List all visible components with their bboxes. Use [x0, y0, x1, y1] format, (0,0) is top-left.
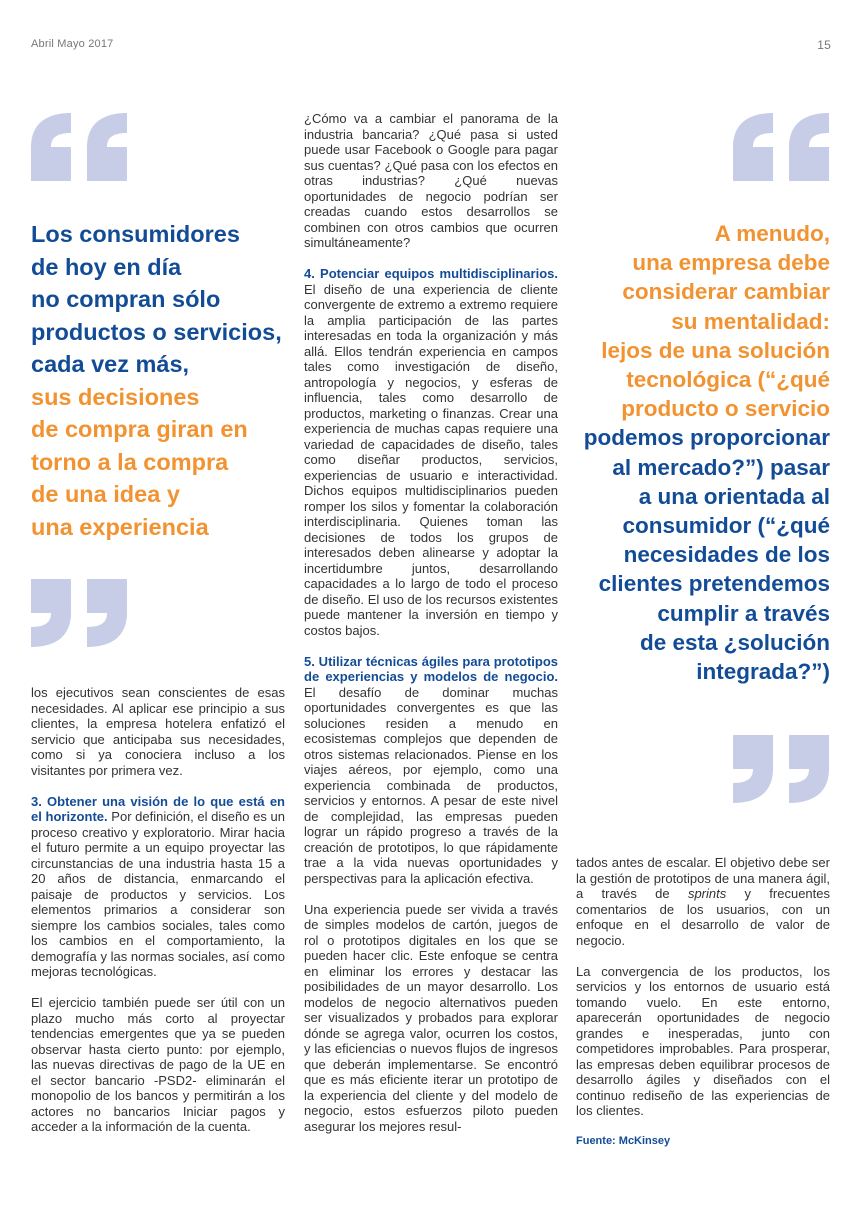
section-heading-5: 5. Utilizar técnicas ágiles para prototipos de experiencias y modelos de negocio. — [304, 653, 558, 684]
pull-quote-line: podemos proporcionar — [583, 425, 830, 451]
body-column-1 — [31, 685, 285, 1135]
pull-quote-line: torno a la compra — [31, 448, 229, 475]
pull-quote-line: productos o servicios, — [31, 318, 282, 345]
pull-quote-line: integrada?”) — [696, 659, 830, 685]
section-heading-4: 4. Potenciar equipos multidisciplinarios. — [304, 266, 558, 281]
pull-quote-line: sus decisiones — [31, 383, 200, 410]
body-column-3 — [576, 855, 830, 1150]
pull-quote-line: no compran sólo — [31, 286, 221, 312]
pull-quote-line: una experiencia — [31, 513, 209, 540]
pull-quote-line: consumidor (“¿qué — [622, 513, 830, 539]
close-quote-icon — [733, 735, 831, 803]
issue-date: Abril Mayo 2017 — [31, 38, 114, 50]
pull-quote-line: al mercado?”) pasar — [612, 454, 830, 480]
pull-quote-line: lejos de una solución — [601, 337, 830, 363]
paragraph: Una experiencia puede ser vivida a través de simples modelos de cartón, juegos de rol o prototipos digitales en los que se pueden hacer clic. Este enfoque se centra en eliminar los errores y destacar las posibilidades de un mayor desarrollo. Los modelos de negocio alternativos pueden ser visualizados y probados para explorar dónde se agrega valor, ocurren los costos, y las eficiencias o nuevos flujos de ingresos que deberán implementarse. Se encontró que es más eficiente iterar un prototipo de la experiencia del cliente y del modelo de negocio, estos esfuerzos piloto pueden asegurar los mejores resul- — [304, 901, 558, 1134]
emphasis: sprints — [687, 886, 727, 901]
pull-quote-line: de esta ¿solución — [639, 629, 830, 655]
open-quote-icon — [31, 113, 129, 181]
source-credit: Fuente: McKinsey — [576, 1135, 671, 1147]
paragraph: los ejecutivos sean conscientes de esas necesidades. Al aplicar ese principio a sus clientes, la empresa hotelera enfatizó el servicio que anticipaba sus necesidades, como si ya conociera incluso a los visitantes por primera vez. — [31, 685, 285, 778]
paragraph-text: y frecuentes comentarios de los usuarios, con un enfoque en el desarrollo de valor de negocio. — [576, 886, 830, 948]
pull-quote-left — [31, 218, 301, 543]
pull-quote-line: de compra giran en — [31, 416, 248, 442]
pull-quote-line: su mentalidad: — [671, 308, 830, 334]
paragraph: La convergencia de los productos, los servicios y los entornos de usuario está tomando vuelo. En este entorno, aparecerán oportunidades de negocio grandes e inesperadas, junto con competidores improbables. Para prosperar, las empresas deben equilibrar procesos de desarrollo ágiles y diseñados con el continuo rediseño de las experiencias de los clientes. — [576, 963, 830, 1118]
paragraph — [31, 794, 285, 980]
pull-quote-left-blue — [31, 218, 301, 381]
paragraph-text: El desafío de dominar muchas oportunidades convergentes es que las soluciones residen a menudo en ecosistemas complejos que dependen de otros sistemas relacionados. Piense en los viajes aéreos, por ejemplo, como una experiencia combinada de productos, servicios y entornos. A pesar de este nivel de complejidad, las empresas pueden lograr un rápido progreso a través de la creación de prototipos, lo que rápidamente trae a la vida nuevas oportunidades y perspectivas para la aplicación efectiva. — [304, 684, 558, 886]
page-number: 15 — [817, 38, 831, 52]
pull-quote-line: a una orientada al — [638, 483, 830, 509]
pull-quote-line: Los consumidores — [31, 221, 240, 247]
paragraph-text: El diseño de una experiencia de cliente convergente de extremo a extremo requiere la amplia participación de las partes interesadas en toda la organización y más allá. Ellos tendrán experiencia en campos tales como investigación de diseño, antropología y negocios, y esferas de influencia, tales como desarrollo de productos, marketing o finanzas. Crear una experiencia de muchas capas requiere una variedad de capacidades de diseño, tales como diseñar productos, servicios, experiencias de usuario e interactividad. Dichos equipos multidisciplinarios pueden romper los silos y fomentar la colaboración interdisciplinaria. Quienes toman las decisiones de todos los grupos de interesados deben alinearse y adoptar la incertidumbre juntos, desarrollando capacidades a lo largo de todo el proceso de diseño. El uso de los recursos existentes puede mantener la inversión en tiempo y costos bajos. — [304, 281, 558, 638]
pull-quote-line: necesidades de los — [623, 542, 830, 568]
pull-quote-line: cada vez más, — [31, 351, 190, 377]
pull-quote-line: producto o servicio — [621, 396, 830, 422]
pull-quote-line: considerar cambiar — [622, 279, 830, 305]
pull-quote-left-orange — [31, 381, 301, 544]
section-heading-3: 3. Obtener una visión de lo que está en el horizonte. — [31, 793, 285, 824]
open-quote-icon — [733, 113, 831, 181]
paragraph: El ejercicio también puede ser útil con un plazo mucho más corto al proyectar tendencias emergentes que ya se pueden observar hasta cierto punto: por ejemplo, las nuevas directivas de pago de la UE en el sector bancario -PSD2- eliminarán el monopolio de los bancos y permitirán a los actores no bancarios Iniciar pagos y acceder a la información de la cuenta. — [31, 995, 285, 1134]
paragraph — [576, 855, 830, 948]
pull-quote-right — [570, 219, 830, 686]
close-quote-icon — [31, 579, 129, 647]
pull-quote-line: clientes pretendemos — [598, 571, 830, 597]
pull-quote-line: cumplir a través — [657, 600, 830, 626]
pull-quote-line: tecnológica (“¿qué — [626, 367, 830, 393]
paragraph — [304, 266, 558, 638]
paragraph-text: tados antes de escalar. El objetivo debe ser la gestión de prototipos de una manera ágil, a través de — [576, 855, 830, 901]
paragraph — [304, 654, 558, 887]
pull-quote-line: de hoy en día — [31, 253, 182, 280]
pull-quote-line: una empresa debe — [632, 250, 830, 276]
pull-quote-line: A menudo, — [714, 221, 830, 246]
pull-quote-line: de una idea y — [31, 481, 180, 507]
paragraph: ¿Cómo va a cambiar el panorama de la industria bancaria? ¿Qué pasa si usted puede usar Facebook o Google para pagar sus cuentas? ¿Qué pasa con los efectos en otras industrias? ¿Qué nuevas oportunidades de negocio podrían ser creadas cuando estos desarrollos se combinen con otros cambios que ocurren simultáneamente? — [304, 111, 558, 250]
body-column-2 — [304, 111, 558, 1134]
paragraph-text: Por definición, el diseño es un proceso creativo y exploratorio. Mirar hacia el futuro permite a un equipo proyectar las circunstancias de una industria hasta 15 a 20 años de distancia, enmarcando el paisaje de productos y servicios. Los elementos primarios a considerar son siempre los cambios sociales, tales como los cambios en el comportamiento, la demografía y las normas sociales, así como mejoras tecnológicas. — [31, 809, 286, 979]
